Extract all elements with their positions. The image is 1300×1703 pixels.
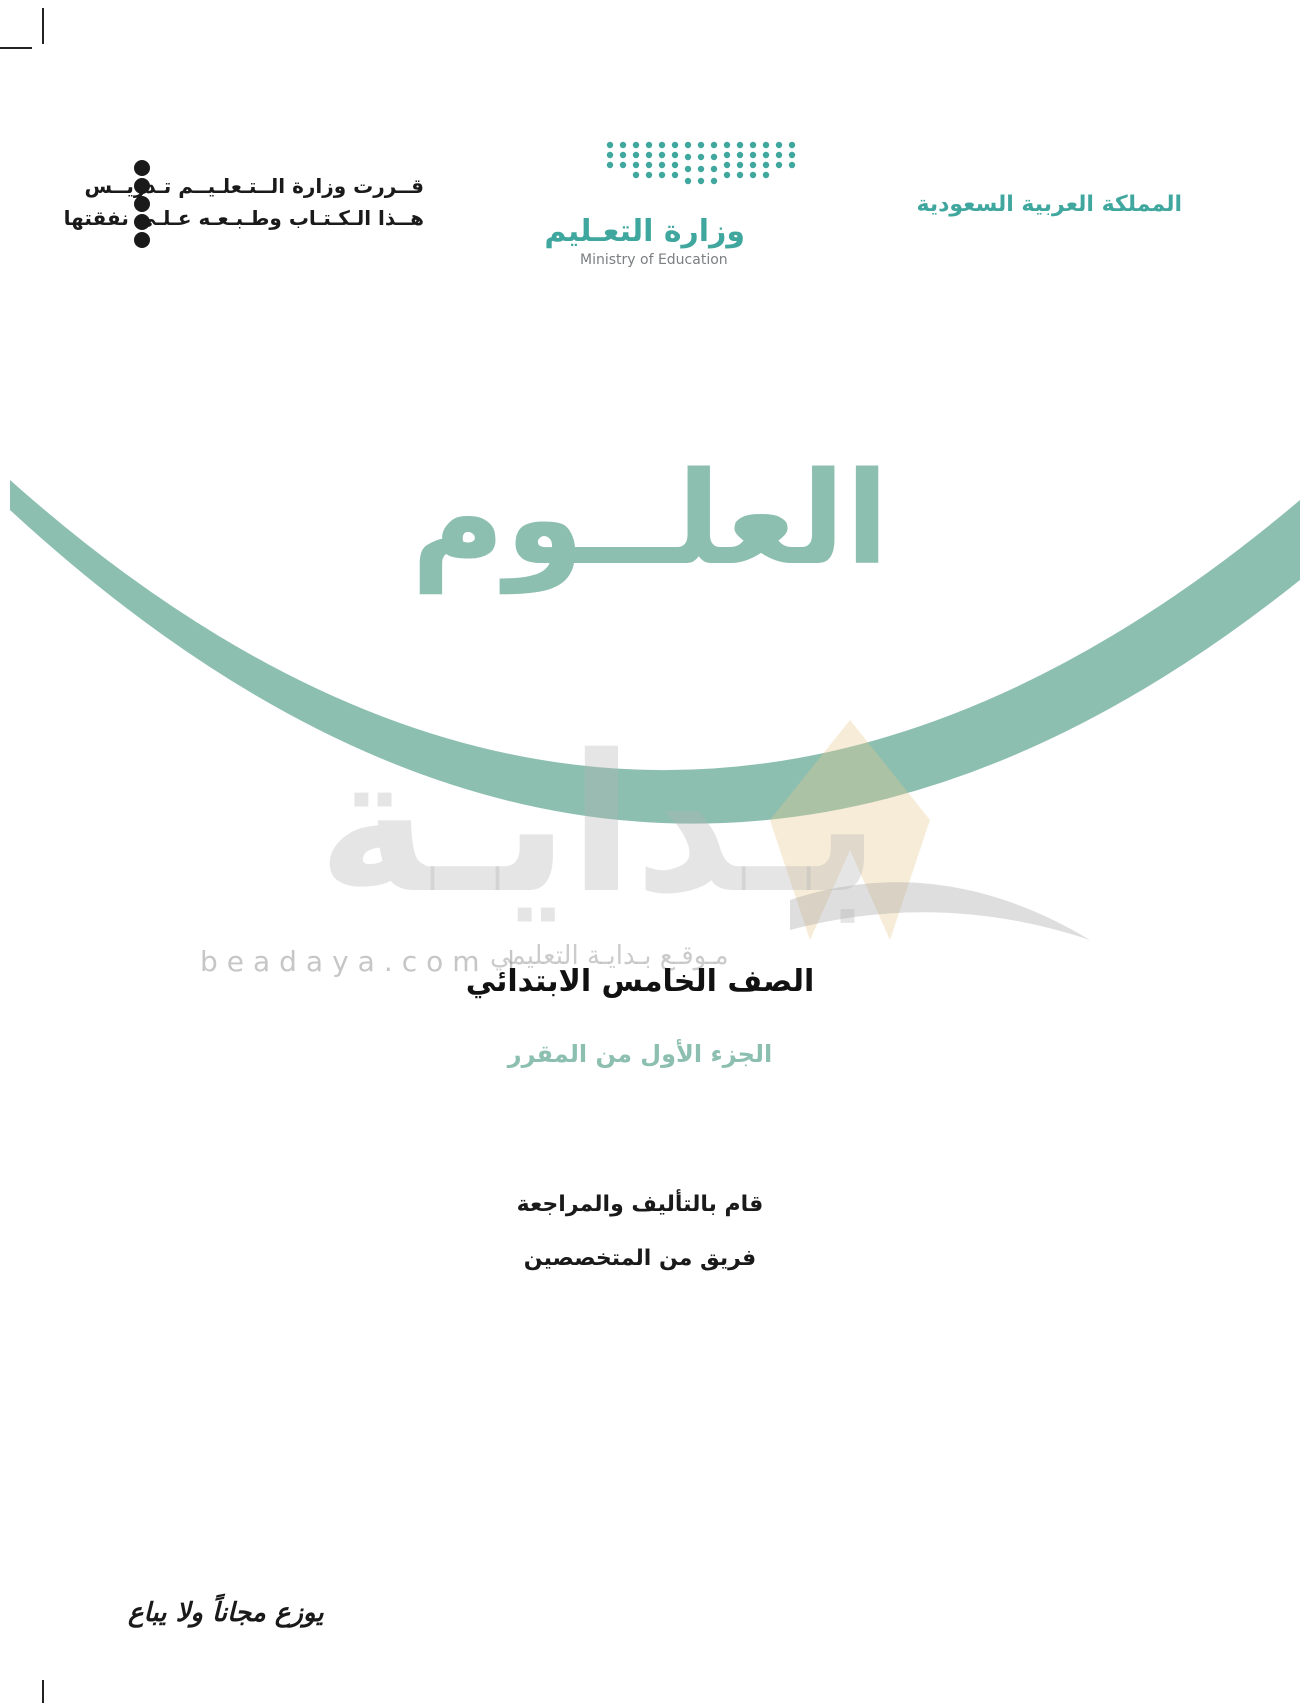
grade-level: الصف الخامس الابتدائي [465, 964, 815, 999]
ministry-logo-icon [560, 140, 840, 270]
crop-mark-bottom [42, 1680, 44, 1703]
watermark-site-name: مـوقـع بـدايـة التعليمي [490, 941, 729, 971]
crop-mark-vertical [42, 8, 44, 44]
watermark-word: بـدايـة [317, 714, 880, 935]
kingdom-name: المملكة العربية السعودية [916, 192, 1182, 217]
free-distribution-note: يوزع مجاناً ولا يباع [128, 1598, 324, 1628]
watermark-url: beadaya.com | [200, 945, 525, 978]
ministry-name-arabic: وزارة التعـليم [544, 214, 745, 249]
authors-line-2: فريق من المتخصصين [523, 1246, 757, 1271]
authors-line-1: قام بالتأليف والمراجعة [516, 1192, 764, 1217]
crop-mark-horizontal [0, 47, 32, 49]
book-title: العلــوم [411, 445, 889, 594]
ministry-name-english: Ministry of Education [580, 252, 728, 268]
approval-line-1: قــررت وزارة الــتـعلـيــم تـدريــس [84, 174, 424, 198]
approval-line-2: هــذا الـكـتـاب وطـبـعـه عـلـى نفقتها [63, 206, 424, 230]
part-label: الجزء الأول من المقرر [507, 1040, 773, 1068]
approval-statement [64, 170, 424, 234]
